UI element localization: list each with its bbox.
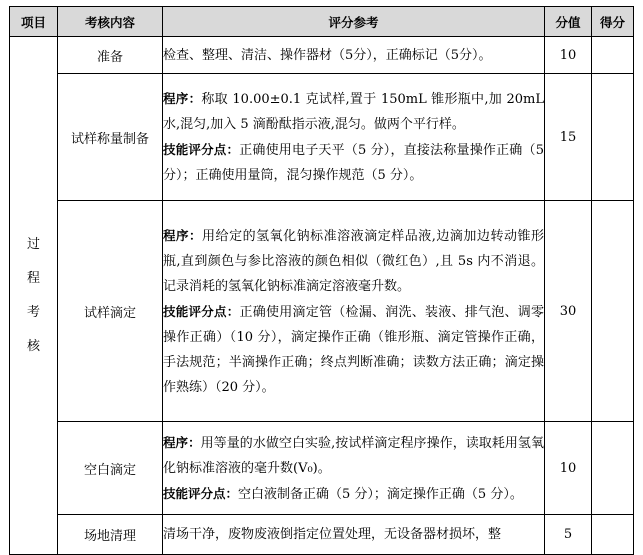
procedure-label: 程序：: [163, 227, 203, 243]
scoring-table: [9, 6, 634, 555]
row-score: 10: [545, 37, 592, 74]
process-assessment-label: [10, 228, 57, 364]
process-char: 程: [26, 270, 40, 286]
procedure-paragraph: [163, 223, 544, 299]
process-assessment-cell: [10, 37, 58, 555]
table-row-sample-prep: [10, 74, 634, 201]
row-name: 场地清理: [58, 515, 163, 555]
row-name: 准备: [58, 37, 163, 74]
process-char: 考: [26, 304, 40, 320]
header-content: 考核内容: [58, 7, 163, 37]
row-earned-cell[interactable]: [592, 37, 634, 74]
table-row-prep: [10, 37, 634, 74]
skill-label: 技能评分点：: [163, 485, 239, 501]
procedure-text: 用等量的水做空白实验,按试样滴定程序操作，读取耗用氢氧化钠标准溶液的毫升数(V₀)。: [163, 435, 544, 476]
row-earned-cell[interactable]: [592, 515, 634, 555]
row-reference: [163, 37, 545, 74]
header-earned: 得分: [592, 7, 634, 37]
header-row: [10, 7, 634, 37]
row-score: 15: [545, 74, 592, 201]
table-row-cleanup: [10, 515, 634, 555]
procedure-text: 称取 10.00±0.1 克试样,置于 150mL 锥形瓶中,加 20mL 水,混匀,加入 5 滴酚酞指示液,混匀。做两个平行样。: [163, 92, 544, 132]
row-reference: [163, 515, 545, 555]
row-reference: [163, 201, 545, 422]
procedure-text: 清场干净，废物废液倒指定位置处理，无设备器材损坏，整: [163, 527, 502, 542]
row-earned-cell[interactable]: [592, 201, 634, 422]
skill-paragraph: [163, 481, 544, 507]
skill-text: 空白液制备正确（5 分）；滴定操作正确（5 分）。: [238, 486, 523, 502]
header-item: 项目: [10, 7, 58, 37]
row-score: 5: [545, 515, 592, 555]
procedure-text: 用给定的氢氧化钠标准溶液滴定样品液,边滴加边转动锥形瓶,直到颜色与参比溶液的颜色相似（微红色）,且 5s 内不消退。记录消耗的氢氧化钠标准滴定溶液毫升数。: [163, 228, 544, 294]
table-row-blank-titration: [10, 422, 634, 515]
procedure-paragraph: [163, 86, 544, 137]
skill-label: 技能评分点：: [163, 303, 240, 319]
header-score: 分值: [545, 7, 592, 37]
skill-label: 技能评分点：: [163, 142, 240, 157]
procedure-label: 程序：: [163, 91, 202, 106]
header-reference: 评分参考: [163, 7, 545, 37]
row-reference: [163, 422, 545, 515]
row-reference: [163, 74, 545, 201]
skill-text: 正确使用滴定管（检漏、润洗、装液、排气泡、调零操作正确）（10 分），滴定操作正确（锥形瓶、滴定管操作正确，手法规范；半滴操作正确；终点判断准确；读数方法正确；滴定操作熟练）（20 分）。: [163, 304, 544, 395]
row-name: 试样滴定: [58, 201, 163, 422]
procedure-paragraph: [163, 430, 544, 481]
row-name: 试样称量制备: [58, 74, 163, 201]
row-score: 30: [545, 201, 592, 422]
procedure-text: 检查、整理、清洁、操作器材（5分），正确标记（5分）。: [163, 47, 492, 63]
skill-paragraph: [163, 299, 544, 400]
procedure-label: 程序：: [163, 434, 201, 450]
row-score: 10: [545, 422, 592, 515]
row-earned-cell[interactable]: [592, 422, 634, 515]
table-row-titration: [10, 201, 634, 422]
skill-paragraph: [163, 137, 544, 188]
row-name: 空白滴定: [58, 422, 163, 515]
process-char: 核: [26, 338, 40, 354]
row-earned-cell[interactable]: [592, 74, 634, 201]
process-char: 过: [26, 236, 40, 252]
skill-text: 正确使用电子天平（5 分），直接法称量操作正确（5 分）；正确使用量筒，混匀操作规范（5 分）。: [163, 143, 544, 183]
